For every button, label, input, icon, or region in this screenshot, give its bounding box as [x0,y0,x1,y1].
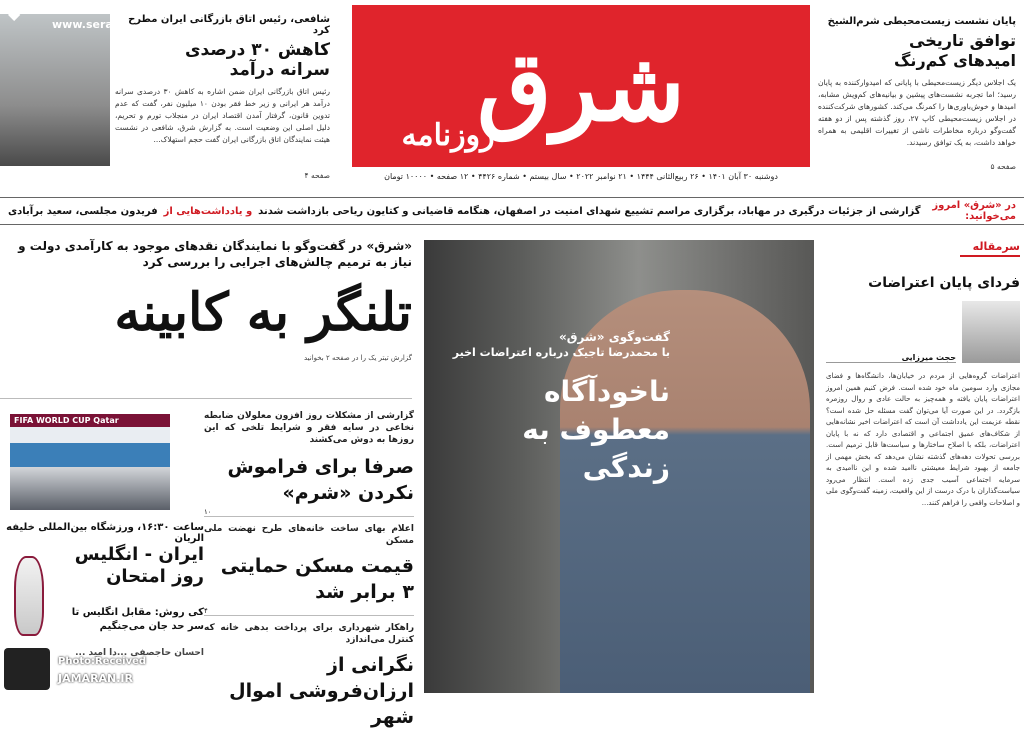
top-left-kicker: شافعی، رئیس اتاق بازرگانی ایران مطرح کرد [128,14,330,36]
portrait-photo-shafei [0,14,110,166]
item1-kicker: گزارشی از مشکلات روز افزون معلولان ضابطه نخاعی در سایه فقر و شرایط تلخی که این روزها به دوش می‌کشند [204,411,414,445]
masthead-subtitle: روزنامه [401,117,495,153]
interview-subkicker: با محمدرضا تاجیک درباره اعتراضات اخیر [452,346,670,359]
ticker-highlight: و یادداشت‌هایی از [163,205,253,217]
main-headline: تلنگر به کابینه [114,282,412,343]
main-page-ref: گزارش تیتر یک را در صفحه ۲ بخوانید [303,354,412,362]
item1-page: ۱۰ [204,508,414,517]
item2-kicker: اعلام بهای ساخت خانه‌های طرح نهضت ملی مسکن [204,524,414,546]
item2-headline: قیمت مسکن حمایتی ۳ برابر شد [220,555,414,603]
today-ticker [0,197,1024,225]
item1-headline: صرفا برای فراموش نکردن «شرم» [227,456,414,504]
jamaran-logo-icon [4,648,50,690]
top-right-headline: توافق تاریخی امیدهای کم‌رنگ [894,31,1016,70]
logo-watermark-icon: ◆ [8,4,21,23]
sport-time: ساعت ۱۶:۳۰، ورزشگاه بین‌المللی خلیفه الریان [6,522,204,544]
sport-photo [10,414,170,510]
photo-credit: Photo:Received [58,656,147,667]
top-left-headline: کاهش ۳۰ درصدی سرانه درآمد [184,40,330,80]
divider [0,398,412,399]
top-right-page-ref: صفحه ۵ [990,162,1016,171]
interview-headline: ناخودآگاه معطوف به زندگی [522,375,670,484]
sport-headline: ایران - انگلیس روز امتحان [74,544,204,587]
world-cup-trophy-icon [14,556,44,636]
ticker-names: فریدون مجلسی، سعید برآبادی [8,205,158,217]
editorial-author: حجت میرزایی [826,353,956,363]
sport-footer: احسان حاجصفی ...دا امید ... [75,648,204,658]
top-right-kicker: پایان نشست زیست‌محیطی شرم‌الشیخ [827,16,1016,27]
editorial-section: سرمقاله [960,240,1020,257]
interview-kicker: گفت‌وگوی «شرق» [559,330,670,344]
item3-kicker: راهکار شهرداری برای پرداخت بدهی خانه که کنترل می‌اندازد [204,623,414,645]
item2-page: ۴ [204,607,414,616]
author-photo [962,301,1020,363]
editorial-body: اعتراضات گروه‌هایی از مردم در خیابان‌ها، دانشگاه‌ها و فضای مجازی وارد سومین ماه خود شده است. فرض کنیم همین امروز اعتراضات پایان یافته و همه‌چیز به حالت عادی و روال روزمره بازگردد. در این صورت آیا می‌توان گفت مسئله حل شده است؟ نقطه عزیمت این یادداشت آن است که اعتراضات اخیر نشانه‌هایی از شکاف‌های عمیق اجتماعی و اقتصادی دارد که نه با پایان اعتراضات، بلکه با اصلاح ساختارها و سیاست‌ها قابل ترمیم است. بررسی تحولات دهه‌های گذشته نشان می‌دهد که بخش مهمی از جامعه از بهبود شرایط معیشتی ناامید شده و این ناامیدی به سرمایه اجتماعی آسیب جدی زده است. انتظار می‌رود سیاست‌گذاران با درک درست از این واقعیت، زمینه گفت‌وگوی ملی و اصلاحات واقعی را فراهم کنند... [826,372,1020,507]
top-left-body: رئیس اتاق بازرگانی ایران ضمن اشاره به کاهش ۳۰ درصدی سرانه درآمد هر ایرانی و زیر خط فقر بودن ۱۰ میلیون نفر، گفت که عدم تدوین قانون، گرفتار آمدن اقتصاد ایران در منجلاب تورم و تحریم، دلیل اصلی این وضعیت است. به گزارش شرق، شافعی در نشست هیئت نمایندگان اتاق بازرگانی ایران گفت حجم استهلاک... [115,87,330,144]
top-left-page-ref: صفحه ۴ [304,171,330,180]
ticker-label: در «شرق» امروز می‌خوانید: [932,200,1016,222]
watermark-bottom: JAMARAN.IR [58,672,133,685]
masthead-title: شرق [477,29,685,143]
fifa-banner-text: FIFA WORLD CUP Qatar [10,414,170,427]
main-intro: «شرق» در گفت‌وگو با نمایندگان نقدهای موجود به کارآمدی دولت و نیاز به ترمیم چالش‌های اجرایی را بررسی کرد [18,239,412,269]
date-line: دوشنبه ۳۰ آبان ۱۴۰۱ • ۲۶ ربیع‌الثانی ۱۴۴۴ • ۲۱ نوامبر ۲۰۲۲ • سال بیستم • شماره ۴۴۲۶ • ۱۲ صفحه • ۱۰۰۰۰ تومان [384,172,778,181]
watermark-top: www.seratnews.com [52,18,180,31]
item3-headline: نگرانی از ارزان‌فروشی اموال شهر [229,654,414,728]
sport-quote: کی روش: مقابل انگلیس تا سر حد جان می‌جنگیم [71,607,204,632]
ticker-text: گزارشی از جزئیات درگیری در مهاباد، برگزاری مراسم تشییع شهدای امنیت در اصفهان، هنگامه قاضیانی و کتایون ریاحی بازداشت شدند [258,205,921,217]
editorial-headline: فردای پایان اعتراضات [868,275,1020,291]
top-right-body: یک اجلاس دیگر زیست‌محیطی با پایانی که امیدوارکننده به پایان رسید؛ اما تجربه نشست‌های پیشین و بیانیه‌های کم‌ویش مشابه، امیدها و خوش‌باوری‌ها را کمرنگ می‌کند. کشورهای شرکت‌کننده در اجلاس زیست‌محیطی کاپ ۲۷، روز گذشته پس از دو هفته گفت‌وگو درباره مخاطرات ناشی از تغییرات اقلیمی به همراه خواهد داشت، به یک توافق رسیدند. [818,78,1016,147]
